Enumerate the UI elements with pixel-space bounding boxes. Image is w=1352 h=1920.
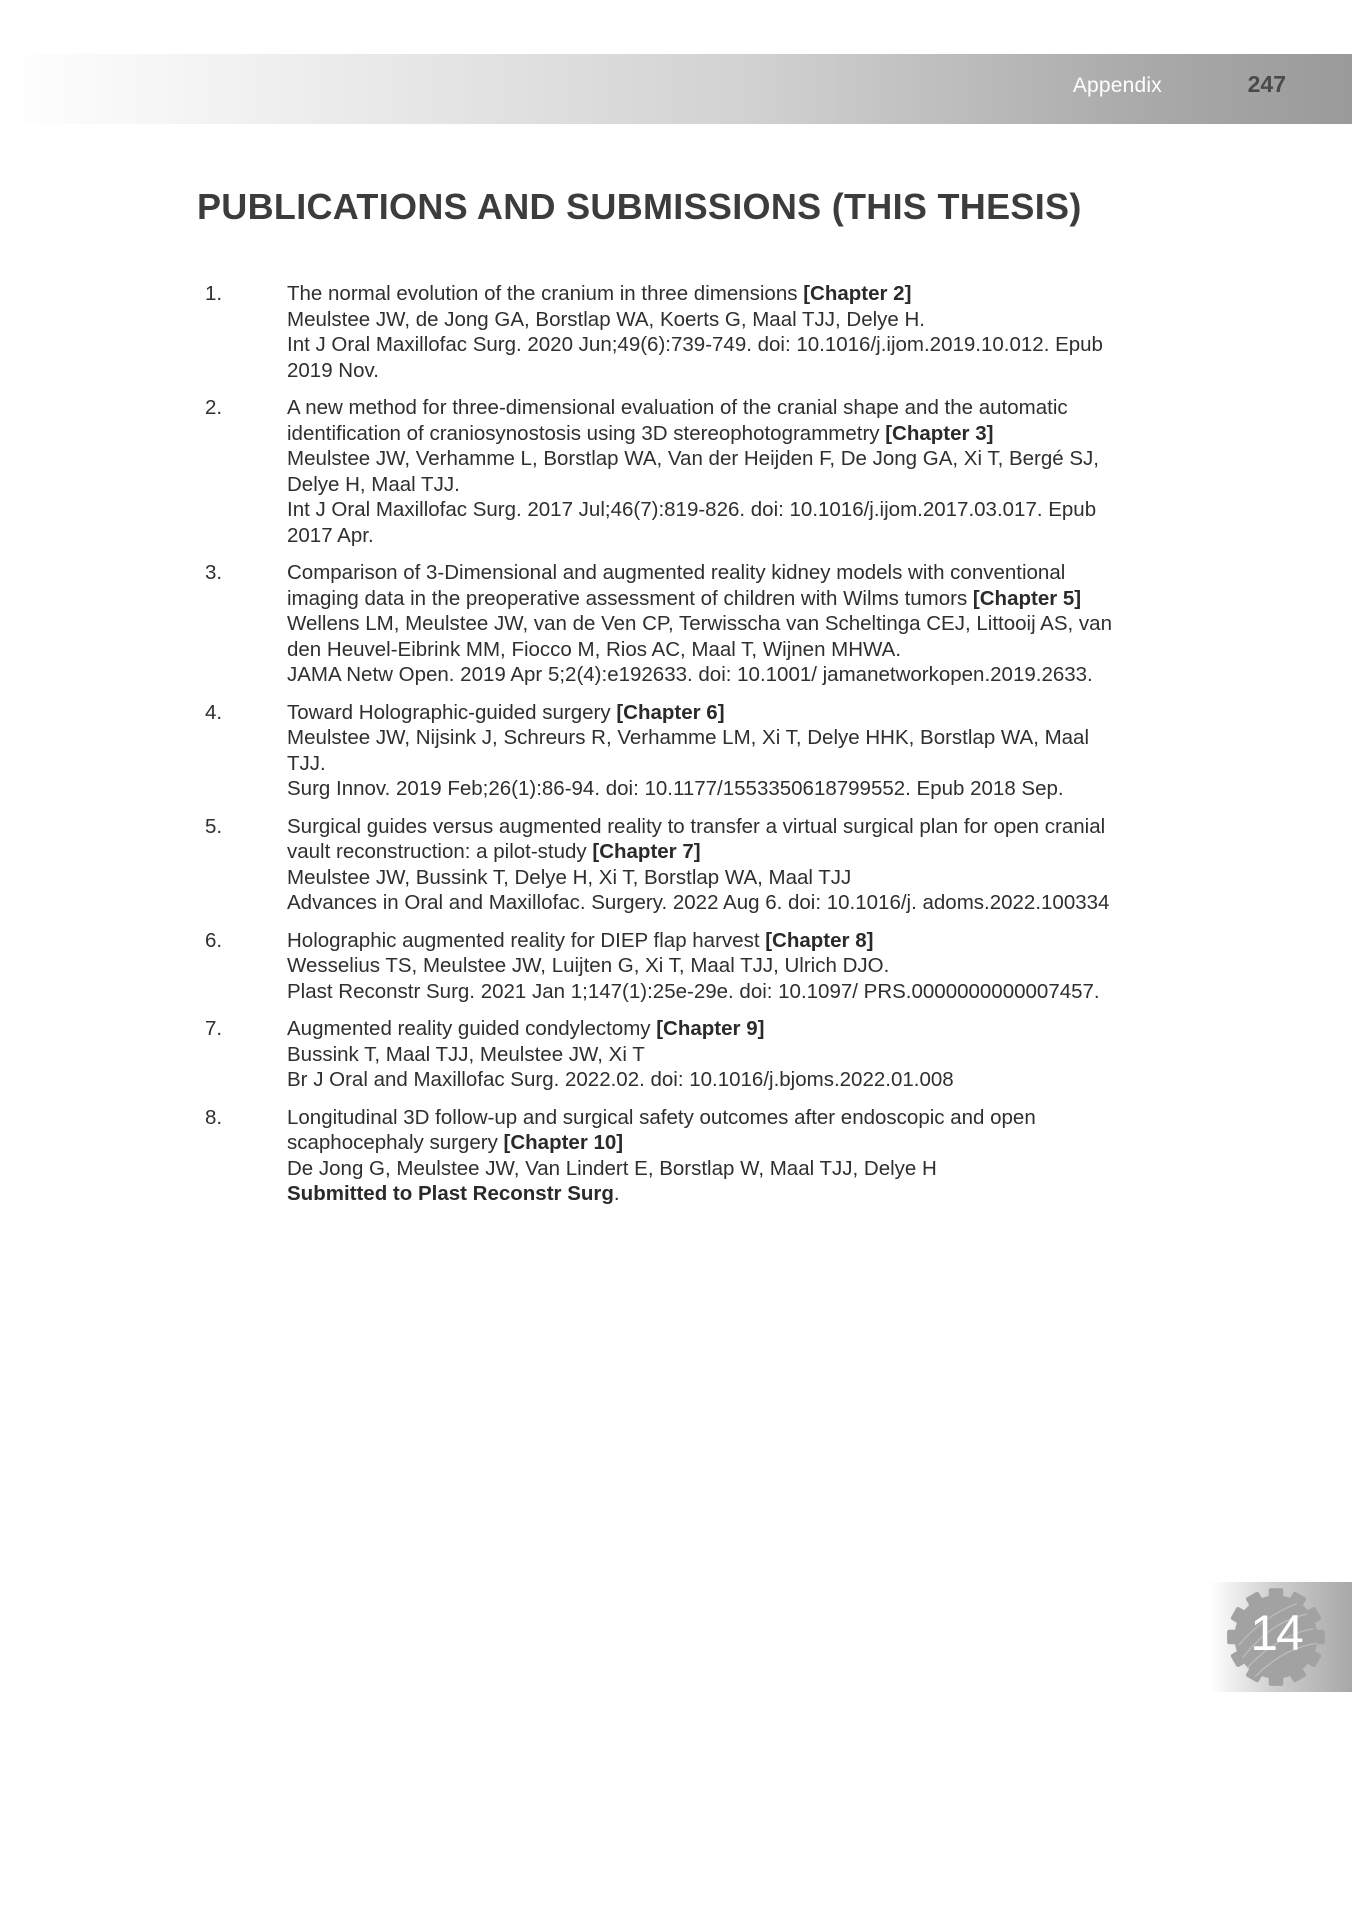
submission-status: Submitted to Plast Reconstr Surg xyxy=(287,1182,614,1205)
publication-title: Surgical guides versus augmented reality to transfer a virtual surgical plan for open cranial vault reconstruction: a pilot-study xyxy=(287,814,1106,863)
publication-title-line xyxy=(287,1105,1125,1156)
page-title: PUBLICATIONS AND SUBMISSIONS (THIS THESIS) xyxy=(197,186,1082,227)
publication-item xyxy=(205,1016,1125,1093)
publication-citation: JAMA Netw Open. 2019 Apr 5;2(4):e192633. doi: 10.1001/ jamanetworkopen.2019.2633. xyxy=(287,663,1093,686)
publication-item xyxy=(205,1105,1125,1207)
publication-title-line xyxy=(287,700,1125,726)
publication-number: 8. xyxy=(205,1105,223,1129)
publication-authors: Bussink T, Maal TJJ, Meulstee JW, Xi T xyxy=(287,1042,645,1066)
publication-authors: Wellens LM, Meulstee JW, van de Ven CP, Terwisscha van Scheltinga CEJ, Littooij AS, van den Heuvel-Eibrink MM, Fiocco M, Rios AC, Maal T, Wijnen MHWA. xyxy=(287,612,1112,661)
publication-item xyxy=(205,928,1125,1005)
publication-citation: Br J Oral and Maxillofac Surg. 2022.02. doi: 10.1016/j.bjoms.2022.01.008 xyxy=(287,1068,954,1091)
publication-item xyxy=(205,814,1125,916)
publication-number: 1. xyxy=(205,282,223,305)
publication-citation: Plast Reconstr Surg. 2021 Jan 1;147(1):25e-29e. doi: 10.1097/ PRS.0000000000007457. xyxy=(287,979,1100,1003)
publication-list xyxy=(205,281,1125,1219)
chapter-reference: [Chapter 5] xyxy=(972,586,1082,610)
publication-title-line xyxy=(287,395,1125,446)
publication-title: Holographic augmented reality for DIEP flap harvest xyxy=(287,928,766,952)
publication-authors: Meulstee JW, Nijsink J, Schreurs R, Verhamme LM, Xi T, Delye HHK, Borstlap WA, Maal TJJ. xyxy=(287,726,1090,775)
publication-number: 3. xyxy=(205,561,223,584)
publication-title-line xyxy=(287,560,1125,611)
publication-item xyxy=(205,700,1125,802)
chapter-reference: [Chapter 8] xyxy=(765,928,874,952)
page-number: 247 xyxy=(1247,71,1286,97)
publication-number: 7. xyxy=(205,1017,223,1040)
publication-citation: Surg Innov. 2019 Feb;26(1):86-94. doi: 10.1177/1553350618799552. Epub 2018 Sep. xyxy=(287,777,1064,800)
publication-item xyxy=(205,560,1125,688)
chapter-tab xyxy=(1210,1582,1352,1692)
publication-status-line xyxy=(287,1181,1125,1207)
publication-citation: Int J Oral Maxillofac Surg. 2020 Jun;49(6):739-749. doi: 10.1016/j.ijom.2019.10.012. Epub 2019 Nov. xyxy=(287,333,1103,382)
header-section-label: Appendix xyxy=(1072,74,1162,97)
publication-authors: Wesselius TS, Meulstee JW, Luijten G, Xi T, Maal TJJ, Ulrich DJO. xyxy=(287,954,890,977)
publication-title-line xyxy=(287,281,1125,307)
publication-title: Comparison of 3-Dimensional and augmented reality kidney models with conventional imaging data in the preoperative assessment of children with Wilms tumors xyxy=(287,561,1066,610)
publication-title-line xyxy=(287,1016,1125,1042)
chapter-reference: [Chapter 3] xyxy=(885,421,994,445)
publication-item xyxy=(205,281,1125,383)
chapter-number: 14 xyxy=(1250,1605,1302,1661)
chapter-reference: [Chapter 9] xyxy=(656,1017,765,1040)
publication-title: Longitudinal 3D follow-up and surgical safety outcomes after endoscopic and open scaphocephaly surgery xyxy=(287,1105,1036,1154)
publication-title: Augmented reality guided condylectomy xyxy=(287,1017,657,1040)
publication-title-line xyxy=(287,928,1125,954)
chapter-reference: [Chapter 6] xyxy=(616,700,725,724)
publication-title: Toward Holographic-guided surgery xyxy=(287,700,617,724)
publication-number: 6. xyxy=(205,928,223,952)
running-header xyxy=(0,54,1352,124)
publication-number: 5. xyxy=(205,814,223,838)
chapter-reference: [Chapter 7] xyxy=(592,840,701,863)
publication-authors: Meulstee JW, de Jong GA, Borstlap WA, Koerts G, Maal TJJ, Delye H. xyxy=(287,307,926,331)
publication-title: A new method for three-dimensional evaluation of the cranial shape and the automatic identification of craniosynostosis using 3D stereophotogrammetry xyxy=(287,396,1068,445)
publication-title: The normal evolution of the cranium in three dimensions xyxy=(287,282,804,305)
publication-title-line xyxy=(287,814,1125,865)
chapter-reference: [Chapter 10] xyxy=(503,1131,624,1154)
publication-authors: De Jong G, Meulstee JW, Van Lindert E, Borstlap W, Maal TJJ, Delye H xyxy=(287,1156,937,1180)
chapter-reference: [Chapter 2] xyxy=(803,282,912,305)
publication-number: 2. xyxy=(205,396,223,419)
publication-citation: Advances in Oral and Maxillofac. Surgery. 2022 Aug 6. doi: 10.1016/j. adoms.2022.100334 xyxy=(287,891,1110,914)
publication-number: 4. xyxy=(205,700,223,724)
publication-item xyxy=(205,395,1125,548)
publication-authors: Meulstee JW, Verhamme L, Borstlap WA, Van der Heijden F, De Jong GA, Xi T, Bergé SJ, Delye H, Maal TJJ. xyxy=(287,447,1100,496)
publication-authors: Meulstee JW, Bussink T, Delye H, Xi T, Borstlap WA, Maal TJJ xyxy=(287,865,852,889)
publication-citation: Int J Oral Maxillofac Surg. 2017 Jul;46(7):819-826. doi: 10.1016/j.ijom.2017.03.017. Epub 2017 Apr. xyxy=(287,498,1097,547)
submission-status-suffix: . xyxy=(613,1182,620,1205)
